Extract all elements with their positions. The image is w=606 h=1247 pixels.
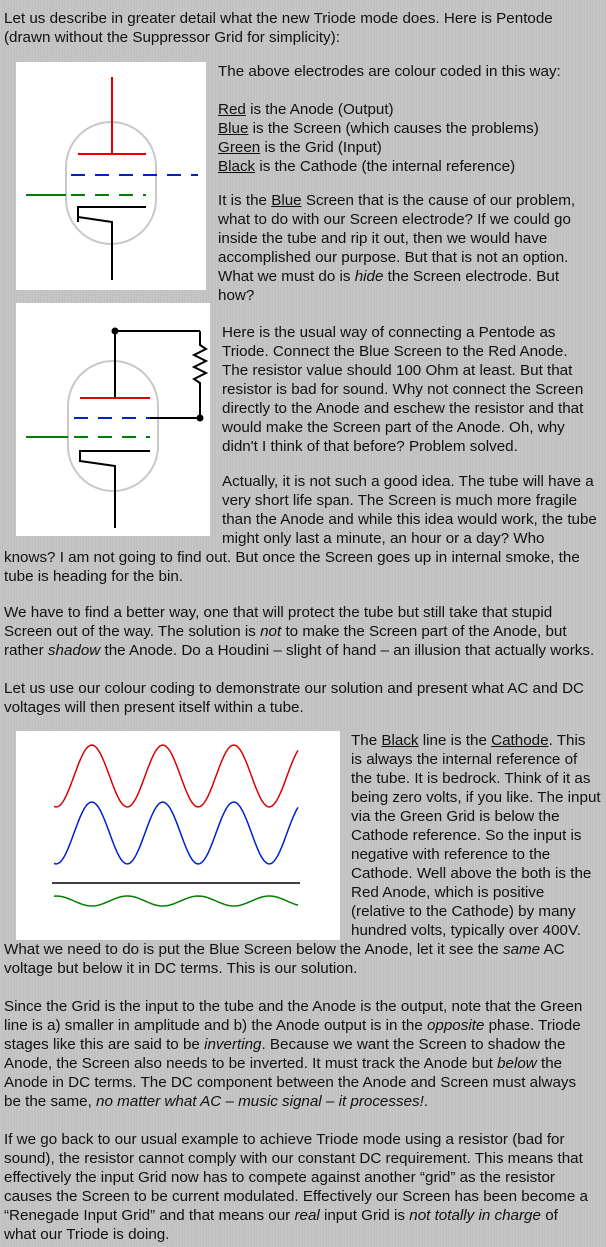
- text-line: rather shadow the Anode. Do a Houdini – slight of hand – an illusion that actually works.: [4, 642, 595, 659]
- need-paragraph: [4, 940, 604, 978]
- text-line: than the Anode and while this idea would work, the tube: [222, 511, 597, 528]
- text-line: The Black line is the Cathode. This: [351, 732, 586, 749]
- text-line: hundred volts, typically over 400V.: [351, 922, 581, 939]
- triode-resistor-diagram: [16, 303, 210, 536]
- intro-line: (drawn without the Suppressor Grid for simplicity):: [4, 29, 340, 46]
- text-line: stages like this are said to be inverting. Because we want the Screen to shadow the: [4, 1036, 566, 1053]
- text-line: would make the Screen part of the Anode. Oh, why: [222, 419, 565, 436]
- text-line: We have to find a better way, one that will protect the tube but still take that stupid: [4, 604, 553, 621]
- text-line: Red Anode, which is positive: [351, 884, 545, 901]
- colour-code-heading: The above electrodes are colour coded in this way:: [218, 63, 561, 80]
- problem-line: accomplished our purpose. But that is not an option.: [218, 249, 569, 266]
- resistor: [194, 331, 206, 418]
- colour-coding-paragraph: [4, 679, 604, 717]
- text-line: If we go back to our usual example to achieve Triode mode using a resistor (bad for: [4, 1131, 565, 1148]
- grid-waveform: [54, 896, 298, 906]
- cathode: [80, 451, 150, 528]
- intro-line: Let us describe in greater detail what the new Triode mode does. Here is Pentode: [4, 10, 553, 27]
- colour-code-text: [218, 62, 603, 305]
- text-line: “Renegade Input Grid” and that means our real input Grid is not totally in charge of: [4, 1207, 558, 1224]
- text-line: the tube. It is bedrock. Think of it as: [351, 770, 591, 787]
- text-line: Screen out of the way. The solution is not to make the Screen part of the Anode, but: [4, 623, 567, 640]
- text-line: knows? I am not going to find out. But once the Screen goes up in internal smoke, the: [4, 549, 580, 566]
- problem-line: inside the tube and rip it out, then we would have: [218, 230, 548, 247]
- text-line: didn't I think of that before? Problem solved.: [222, 438, 518, 455]
- text-line: directly to the Anode and eschew the resistor and that: [222, 400, 584, 417]
- intro-paragraph: [4, 9, 604, 47]
- actually-text: [222, 472, 604, 548]
- text-line: very short life span. The Screen is much more fragile: [222, 492, 578, 509]
- text-line: Here is the usual way of connecting a Pentode as: [222, 324, 556, 341]
- text-line: voltage but below it in DC terms. This is our solution.: [4, 960, 358, 977]
- text-line: Since the Grid is the input to the tube and the Anode is the output, note that the Green: [4, 998, 583, 1015]
- legend-blue: Blue is the Screen (which causes the problems): [218, 120, 539, 137]
- legend-red: Red is the Anode (Output): [218, 101, 394, 118]
- text-line: sound), the resistor cannot comply with our constant DC requirement. This means that: [4, 1150, 583, 1167]
- legend-green: Green is the Grid (Input): [218, 139, 382, 156]
- usual-way-text: [222, 323, 604, 456]
- text-line: Triode. Connect the Blue Screen to the Red Anode.: [222, 343, 568, 360]
- problem-line: what to do with our Screen electrode? If we could go: [218, 211, 571, 228]
- text-line: Cathode. Well above the both is the: [351, 865, 592, 882]
- pentode-diagram: [16, 62, 206, 290]
- tube-envelope: [68, 361, 158, 491]
- waveform-diagram: [16, 731, 340, 940]
- text-line: What we need to do is put the Blue Screen below the Anode, let it see the same AC: [4, 941, 565, 958]
- resistor-paragraph: [4, 1130, 606, 1244]
- text-line: (relative to the Cathode) by many: [351, 903, 576, 920]
- text-line: resistor is bad for sound. Why not connect the Screen: [222, 381, 584, 398]
- text-line: is always the internal reference of: [351, 751, 578, 768]
- text-line: effectively the input Grid now has to compete against another “grid” as the resistor: [4, 1169, 555, 1186]
- text-line: Anode in DC terms. The DC component between the Anode and Screen must always: [4, 1074, 577, 1091]
- actually-continued: [4, 548, 604, 586]
- text-line: being zero volts, if you like. The input: [351, 789, 601, 806]
- text-line: might only last a minute, an hour or a day? Who: [222, 530, 545, 547]
- problem-line: how?: [218, 287, 255, 304]
- text-line: what our Triode is doing.: [4, 1226, 170, 1243]
- text-line: causes the Screen to be current modulated. Effectively our Screen has been become a: [4, 1188, 588, 1205]
- legend-black: Black is the Cathode (the internal reference): [218, 158, 516, 175]
- screen-waveform: [54, 802, 298, 864]
- text-line: line is a) smaller in amplitude and b) the Anode output is in the opposite phase. Triode: [4, 1017, 581, 1034]
- problem-line: What we must do is hide the Screen electrode. But: [218, 268, 560, 285]
- cathode: [78, 207, 146, 280]
- junction-dot: [197, 415, 204, 422]
- black-line-text: [351, 731, 606, 940]
- better-way-paragraph: [4, 603, 606, 660]
- text-line: Let us use our colour coding to demonstrate our solution and present what AC and DC: [4, 680, 585, 697]
- text-line: voltages will then present itself within a tube.: [4, 699, 304, 716]
- text-line: tube is heading for the bin.: [4, 568, 184, 585]
- anode-waveform: [54, 745, 298, 807]
- text-line: via the Green Grid is below the: [351, 808, 560, 825]
- text-line: Actually, it is not such a good idea. The tube will have a: [222, 473, 594, 490]
- grid-paragraph: [4, 997, 606, 1111]
- text-line: Cathode reference. So the input is: [351, 827, 582, 844]
- text-line: The resistor value should 100 Ohm at least. But that: [222, 362, 573, 379]
- text-line: be the same, no matter what AC – music signal – it processes!.: [4, 1093, 429, 1110]
- problem-line: It is the Blue Screen that is the cause of our problem,: [218, 192, 576, 209]
- text-line: negative with reference to the: [351, 846, 551, 863]
- text-line: Anode, the Screen also needs to be inverted. It must track the Anode but below the: [4, 1055, 563, 1072]
